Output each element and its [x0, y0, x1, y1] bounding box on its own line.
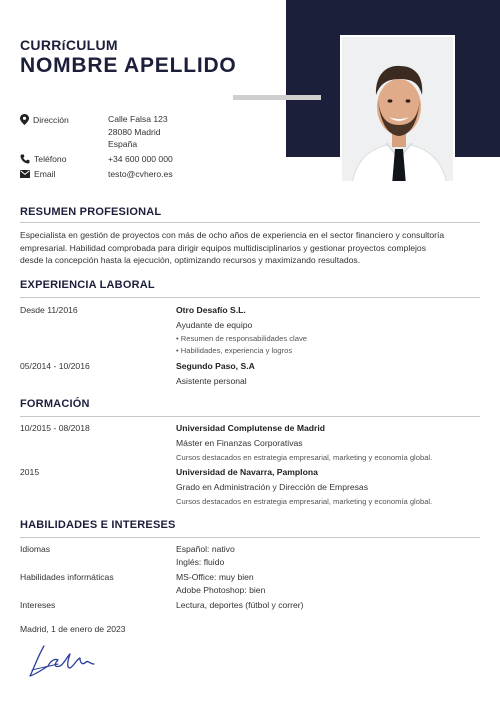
- header-accent-bar: [233, 95, 321, 100]
- envelope-icon: [20, 170, 30, 178]
- education-divider: [20, 416, 480, 417]
- location-pin-icon: [20, 114, 29, 125]
- phone-value: +34 600 000 000: [108, 154, 173, 164]
- experience-bullet: • Habilidades, experiencia y logros: [176, 346, 293, 355]
- education-school: Universidad de Navarra, Pamplona: [176, 467, 318, 477]
- education-note: Cursos destacados en estrategia empresarial, marketing y economía global.: [176, 497, 433, 506]
- phone-label: Teléfono: [34, 154, 67, 164]
- cv-label: CURRíCULUM: [20, 37, 118, 53]
- address-line: 28080 Madrid: [108, 126, 161, 137]
- skill-value: Español: nativo: [176, 544, 235, 554]
- experience-dates: 05/2014 - 10/2016: [20, 361, 90, 371]
- skill-value: Lectura, deportes (fútbol y correr): [176, 600, 304, 610]
- summary-line: empresarial. Habilidad comprobada para dirigir equipos multidisciplinarios y gestionar proyectos complejos: [20, 242, 427, 253]
- summary-text: [20, 229, 482, 267]
- education-school: Universidad Complutense de Madrid: [176, 423, 325, 433]
- education-heading: FORMACIÓN: [20, 398, 90, 410]
- address-label: Dirección: [33, 114, 69, 125]
- skill-value: MS-Office: muy bien: [176, 572, 254, 582]
- experience-company: Segundo Paso, S.A: [176, 361, 255, 371]
- experience-role: Asistente personal: [176, 376, 247, 386]
- email-label: Email: [34, 169, 56, 179]
- experience-divider: [20, 297, 480, 298]
- skill-label: Habilidades informáticas: [20, 572, 114, 582]
- skill-label: Idiomas: [20, 544, 51, 554]
- place-date: Madrid, 1 de enero de 2023: [20, 624, 126, 634]
- experience-heading: EXPERIENCIA LABORAL: [20, 279, 155, 291]
- summary-divider: [20, 222, 480, 223]
- skills-divider: [20, 537, 480, 538]
- skill-label: Intereses: [20, 600, 56, 610]
- profile-photo: [340, 35, 455, 183]
- signature-icon: [24, 640, 104, 682]
- candidate-name: NOMBRE APELLIDO: [20, 54, 237, 77]
- skills-heading: HABILIDADES E INTERESES: [20, 519, 176, 531]
- experience-bullet: • Resumen de responsabilidades clave: [176, 334, 307, 343]
- education-degree: Grado en Administración y Dirección de Empresas: [176, 482, 369, 492]
- experience-role: Ayudante de equipo: [176, 320, 253, 330]
- phone-icon: [20, 154, 30, 164]
- phone-label-row: [20, 154, 67, 164]
- address-value: [108, 113, 168, 151]
- email-value: testo@cvhero.es: [108, 169, 173, 179]
- summary-line: Especialista en gestión de proyectos con más de ocho años de experiencia en el sector financiero y consultoría: [20, 230, 445, 240]
- skill-value: Inglés: fluido: [176, 557, 225, 567]
- experience-dates: Desde 11/2016: [20, 305, 78, 315]
- education-dates: 10/2015 - 08/2018: [20, 423, 90, 433]
- email-label-row: [20, 169, 56, 179]
- profile-photo-illustration: [342, 37, 455, 183]
- experience-company: Otro Desafío S.L.: [176, 305, 246, 315]
- summary-line: desde la concepción hasta la ejecución, optimizando recursos y maximizando resultados.: [20, 255, 361, 266]
- education-dates: 2015: [20, 467, 40, 477]
- summary-heading: RESUMEN PROFESIONAL: [20, 206, 162, 218]
- address-label-row: [20, 114, 69, 125]
- address-line: Calle Falsa 123: [108, 114, 168, 124]
- education-degree: Máster en Finanzas Corporativas: [176, 438, 303, 448]
- skill-value: Adobe Photoshop: bien: [176, 585, 266, 595]
- address-line: España: [108, 139, 138, 149]
- education-note: Cursos destacados en estrategia empresarial, marketing y economía global.: [176, 453, 433, 462]
